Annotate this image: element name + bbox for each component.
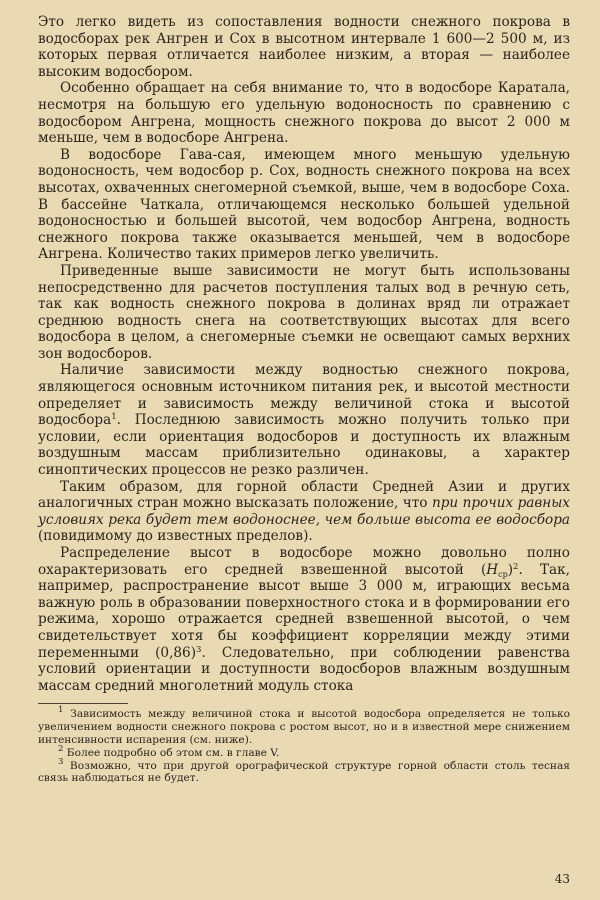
paragraph-3: В водосборе Гава-сая, имеющем много меньшую удельную водоносность, чем водосбор р. Сох, водность снежного покрова на всех высотах, охваченных снегомерной съемкой, выше, чем в водосборе Соха. В бассейне Чаткала, отличающемся несколько большей удельной водоносностью и большей высотой, чем водосбор Ангрена, водность снежного покрова также оказывается меньшей, чем в водосборе Ангрена. Количество таких примеров легко увеличить. — [38, 146, 570, 263]
paragraph-7-start: Распределение высот в водосборе можно довольно полно охарактеризовать его средней взвешенной высотой ( — [38, 545, 570, 578]
footnote-2 — [38, 743, 570, 760]
paragraph-2: Особенно обращает на себя внимание то, что в водосборе Каратала, несмотря на большую его удельную водоносность по сравнению с водосбором Ангрена, мощность снежного покрова до высот 2 000 м меньше, чем в водосборе Ангрена. — [38, 80, 570, 147]
paragraph-5-end: . Последнюю зависимость можно получить только при условии, если ориентация водосборов и доступность их влажным воздушным массам приблизительно одинаковы, а характер синоптических процессов не резко различен. — [38, 412, 570, 479]
footnote-mark-2: 2 — [58, 743, 64, 754]
footnote-1-text: Зависимость между величиной стока и высотой водосбора определяется не только увеличением водности снежного покрова с ростом высот, но и в известной мере снижением интенсивности испарения (см. ниже). — [38, 708, 571, 746]
paragraph-5 — [38, 362, 570, 478]
paragraph-4: Приведенные выше зависимости не могут быть использованы непосредственно для расчетов поступления талых вод в речную сеть, так как водность снежного покрова в долинах вряд ли отражает среднюю водность снега на соответствующих высотах для всего водосбора в целом, а снегомерные съемки не освещают самых верхних зон водосборов. — [38, 262, 570, 362]
footnote-mark-3: 3 — [58, 756, 64, 767]
paragraph-7-mid: . Так, например, распространение высот выше 3 000 м, играющих весьма важную роль в образовании поверхностного стока и в формировании его режима, хорошо отражается средней взвешенной высотой, о чем свидетельствует хотя бы коэффициент корреляции между этими переменными (0,86) — [38, 561, 570, 661]
mean-height-subscript: ср — [498, 569, 508, 579]
paragraph-7: Распределение высот в водосборе можно довольно полно охарактеризовать его средней взвешенной высотой $(H_{ср})^2$. Так, например, распространение высот выше 3 000 м, играющих весьма важную роль в образовании поверхностного стока и в формировании его режима, хорошо отражается средней взвешенной высотой, о чем свидетельствует хотя бы коэффициент корреляции между этими переменными $(0,86)^3$. Следовательно, при соблюдении равенства условий ориентации и доступности водосборов влажным воздушным массам средний многолетний модуль стока — [38, 545, 570, 694]
footnote-ref-3: 3 — [196, 644, 202, 655]
paragraph-5-start: Наличие зависимости между водностью снежного покрова, являющегося основным источником питания рек, и высотой местности определяет и зависимость между величиной стока и высотой водосбора — [38, 362, 570, 429]
footnote-ref-2: 2 — [513, 561, 519, 572]
paragraph-7-end: . Следовательно, при соблюдении равенства условий ориентации и доступности водосборов влажным воздушным массам средний многолетний модуль стока — [38, 644, 570, 694]
footnote-3-text: Возможно, что при другой орографической структуре горной области столь тесная связь наблюдаться не будет. — [38, 759, 570, 785]
paragraph-6 — [38, 479, 570, 545]
footnote-divider — [38, 703, 128, 704]
page-number: 43 — [554, 872, 570, 886]
footnote-ref-1: 1 — [111, 412, 117, 423]
paragraph-1: Это легко видеть из сопоставления водности снежного покрова в водосборах рек Ангрен и Сох в высотном интервале 1 600—2 500 м, из которых первая отличается наиболее низким, а вторая — наиболее высоким водосбором. — [38, 14, 570, 80]
paragraph-6-end: (повидимому до известных пределов). — [38, 528, 313, 545]
footnote-2-text: Более подробно об этом см. в главе V. — [66, 746, 280, 759]
mean-height-symbol: H — [486, 561, 499, 578]
footnote-3 — [38, 756, 570, 786]
footnote-1 — [38, 705, 571, 746]
footnote-mark-1: 1 — [58, 705, 64, 716]
paragraph-6-start: Таким образом, для горной области Средней Азии и других аналогичных стран можно высказать положение, что — [38, 478, 570, 512]
paragraph-6-italic: при прочих равных условиях река будет тем водоноснее, чем больше высота ее водосбора — [38, 495, 570, 528]
